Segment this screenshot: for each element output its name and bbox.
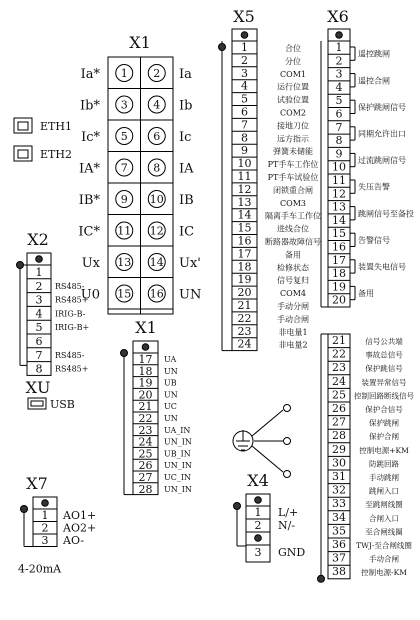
x1-bottom-terminal-label: UA — [164, 355, 177, 364]
x4-terminal-number: 3 — [254, 546, 262, 559]
x6-top-terminal-number: 12 — [332, 187, 346, 201]
x1-top-terminal-number: 9 — [120, 193, 128, 206]
ground-switch-icon-line — [252, 446, 283, 472]
x1-top-left-label: Ux — [81, 256, 100, 271]
x5-terminal-label: COM3 — [280, 198, 306, 208]
x5-terminal-label: PT手车试验位 — [267, 173, 319, 182]
x5-terminal-label: 分位 — [285, 56, 301, 66]
x6-bottom-terminal-label: 保护合闸 — [369, 432, 399, 442]
x1-top-terminal-number: 10 — [149, 193, 164, 206]
ground-switch-icon-contact — [284, 405, 291, 412]
x1-bottom-terminal-label: UN — [164, 390, 178, 400]
x7-terminal-number: 3 — [41, 534, 49, 547]
usb-block — [26, 378, 75, 411]
x1-bottom-terminal-number: 24 — [138, 435, 153, 449]
x1-top-terminal-number: 6 — [153, 130, 161, 143]
x1-top-right-label: UN — [179, 287, 202, 303]
x6-bottom-terminal-label: 手动跳闸 — [369, 473, 399, 482]
x5-terminal-number: 2 — [241, 53, 248, 67]
x6-top-terminal-number: 2 — [335, 54, 343, 68]
x1-bottom-screw — [142, 344, 149, 351]
x1-bottom-terminal-label: UN_IN — [164, 437, 192, 447]
x5-terminal-label: 断路器故障信号 — [265, 237, 321, 247]
x7-screw — [42, 500, 49, 507]
x1-bottom-terminal-number: 18 — [138, 364, 153, 378]
x1-top-left-label: IA* — [78, 161, 100, 177]
usb-port-icon-inner — [31, 401, 43, 406]
x6-bottom-terminal-number: 38 — [332, 565, 346, 579]
x5-terminal-number: 15 — [237, 221, 252, 235]
x5-terminal-number: 21 — [237, 299, 252, 312]
x5-block — [219, 7, 322, 351]
x2-terminal-number: 5 — [35, 321, 43, 335]
x1-top-right-label: Ib — [179, 98, 193, 114]
x6-pair-label: 遥控跳闸 — [358, 49, 390, 59]
ethernet-port-label: ETH1 — [40, 120, 72, 133]
x6-bottom-terminal-label: 保护跳信号 — [365, 364, 403, 374]
x6-top-terminal-number: 17 — [332, 253, 346, 267]
eth-ports — [14, 118, 72, 161]
x6-bottom-terminal-label: 合闸入口 — [369, 513, 399, 523]
x6-top-terminal-number: 3 — [335, 67, 343, 81]
x4-terminal-number: 2 — [254, 519, 262, 532]
x6-top-terminal-number: 16 — [332, 240, 346, 254]
x5-terminal-number: 1 — [241, 41, 248, 54]
x4-block — [234, 471, 306, 562]
x5-terminal-number: 3 — [241, 66, 248, 80]
x2-terminal-number: 4 — [35, 307, 43, 321]
x5-terminal-number: 19 — [237, 273, 252, 287]
x4-terminal-label: L/+ — [278, 506, 299, 519]
x5-terminal-number: 16 — [237, 234, 252, 248]
x5-terminal-number: 14 — [237, 208, 252, 222]
x6-bottom-terminal-number: 29 — [332, 442, 346, 456]
x1-bottom-terminal-label: UN — [164, 414, 178, 423]
x6-top-terminal-number: 18 — [332, 267, 346, 281]
x1-bottom-terminal-label: UN_IN — [164, 461, 192, 471]
x5-screw — [241, 32, 248, 39]
x5-terminal-label: 非电量2 — [278, 340, 308, 350]
x2-terminal-number: 6 — [35, 335, 43, 348]
x6-bottom-block — [318, 334, 415, 582]
x5-terminal-number: 17 — [237, 247, 252, 261]
x6-top-terminal-number: 14 — [332, 213, 346, 227]
x5-terminal-number: 23 — [237, 324, 252, 338]
x6-pair-label: 跳闸信号至备投 — [358, 209, 414, 219]
x1-top-terminal-number: 12 — [149, 224, 164, 238]
x4-screw — [255, 497, 262, 504]
usb-header: XU — [25, 378, 51, 397]
x2-screw — [36, 256, 43, 263]
x7-terminal-number: 2 — [41, 521, 49, 535]
x7-terminal-number: 1 — [41, 509, 49, 522]
x6-bottom-terminal-number: 37 — [332, 551, 346, 565]
x1-bottom-terminal-label: UN_IN — [164, 484, 192, 494]
x2-terminal-label: RS485- — [55, 281, 85, 291]
x6-bottom-terminal-number: 34 — [332, 510, 346, 524]
x6-top-terminal-number: 7 — [335, 120, 343, 134]
x1-top-terminal-number: 16 — [149, 287, 164, 301]
x6-bottom-terminal-label: 保护跳闸 — [369, 418, 399, 428]
x6-bottom-terminal-label: 事故总信号 — [365, 350, 403, 360]
x1-top-terminal-number: 7 — [120, 161, 128, 175]
x4-terminal-label: GND — [278, 546, 306, 559]
x1-bottom-terminal-number: 22 — [138, 412, 153, 425]
x5-terminal-label: COM4 — [280, 289, 306, 299]
x1-top-right-label: Ic — [179, 130, 192, 145]
x5-terminal-label: 非电量1 — [278, 327, 308, 337]
x2-terminal-number: 3 — [35, 293, 43, 307]
x6-bottom-terminal-number: 21 — [332, 334, 346, 347]
x2-terminal-number: 7 — [35, 348, 43, 362]
x6-pair-label: 过流跳闸信号 — [358, 156, 406, 166]
x6-bottom-terminal-number: 32 — [332, 483, 346, 497]
x6-bottom-terminal-number: 30 — [332, 456, 346, 470]
x2-terminal-number: 2 — [35, 279, 43, 293]
x1-top-terminal-number: 3 — [120, 98, 128, 112]
x1-top-left-label: Ia* — [80, 67, 100, 82]
x1-top-block — [78, 33, 201, 314]
x7-terminal-label: AO2+ — [63, 521, 97, 535]
x1-bottom-terminal-number: 17 — [138, 353, 153, 366]
x5-header: X5 — [233, 7, 255, 26]
x6-bottom-terminal-number: 31 — [332, 470, 346, 483]
x6-top-terminal-number: 20 — [332, 293, 346, 307]
x1-bottom-terminal-number: 20 — [138, 388, 153, 402]
x5-terminal-label: 进线合位 — [277, 224, 309, 234]
ethernet-port-icon — [14, 118, 32, 133]
x6-bottom-terminal-label: 跳闸入口 — [369, 486, 399, 496]
x6-bottom-terminal-number: 35 — [332, 524, 346, 538]
x1-top-right-label: Ia — [179, 67, 192, 82]
x1-top-left-label: IC* — [78, 224, 100, 240]
ground-switch-icon-contact — [284, 471, 291, 478]
x1-top-left-label: U0 — [80, 287, 100, 303]
x1-top-right-label: Ux' — [179, 256, 201, 271]
ethernet-port-icon-inner — [18, 150, 28, 158]
x2-terminal-label: RS485- — [55, 350, 85, 360]
x6-top-terminal-number: 9 — [335, 147, 343, 161]
x5-terminal-label: COM1 — [280, 69, 306, 79]
x5-terminal-label: PT手车工作位 — [267, 160, 319, 170]
x4-cap — [234, 503, 241, 510]
x2-terminal-number: 8 — [35, 362, 43, 376]
x5-terminal-label: 信号复归 — [277, 276, 309, 286]
x5-terminal-label: 接地刀位 — [277, 121, 309, 131]
x1-bottom-terminal-number: 28 — [138, 482, 153, 496]
x5-terminal-number: 8 — [241, 131, 248, 145]
x6-top-terminal-number: 15 — [332, 227, 346, 241]
x6-bottom-terminal-label: 至跳闸线圈 — [365, 500, 403, 510]
x6-bottom-terminal-number: 28 — [332, 429, 346, 443]
x1-bottom-terminal-number: 23 — [138, 423, 153, 437]
x6-top-block — [321, 7, 414, 307]
x5-terminal-number: 18 — [237, 260, 252, 274]
x5-terminal-number: 11 — [237, 170, 252, 183]
x1-top-terminal-number: 1 — [120, 67, 128, 80]
x7-footer: 4-20mA — [18, 562, 62, 576]
x6-top-terminal-number: 10 — [332, 160, 346, 174]
x6-bottom-terminal-number: 25 — [332, 388, 346, 402]
x1-bottom-terminal-number: 25 — [138, 447, 153, 461]
x6-bottom-terminal-label: 至合闸线圈 — [365, 527, 403, 537]
x5-cap — [219, 44, 226, 51]
x6-top-terminal-number: 1 — [335, 41, 343, 54]
x6-pair-label: 失压告警 — [358, 182, 390, 192]
x1-bottom-terminal-number: 26 — [138, 459, 153, 473]
ground-switch-icon-line — [252, 410, 283, 436]
x1-bottom-header: X1 — [135, 318, 157, 337]
x2-terminal-label: RS485+ — [55, 364, 89, 374]
x6-top-terminal-number: 19 — [332, 280, 346, 294]
x5-terminal-label: 弹簧未储能 — [273, 147, 313, 157]
x1-top-terminal-number: 8 — [153, 161, 161, 175]
x7-header: X7 — [26, 474, 48, 493]
x6-bottom-terminal-label: 保护合信号 — [365, 405, 403, 414]
x1-bottom-terminal-number: 27 — [138, 471, 153, 484]
x1-bottom-terminal-label: UN — [164, 366, 178, 376]
x6-bottom-terminal-label: 防跳回路 — [369, 459, 399, 469]
x6-bottom-terminal-number: 24 — [332, 374, 346, 388]
x1-top-terminal-number: 13 — [117, 256, 132, 269]
x6-header: X6 — [327, 7, 349, 26]
usb-label: USB — [50, 398, 75, 411]
x6-bottom-terminal-label: 控制电源+KM — [359, 445, 409, 455]
x1-top-right-label: IB — [179, 193, 194, 208]
x6-top-terminal-number: 8 — [335, 134, 343, 148]
x2-terminal-number: 1 — [35, 266, 43, 279]
x6-pair-label: 告警信号 — [358, 235, 390, 245]
x1-top-terminal-number: 14 — [149, 256, 164, 269]
x1-top-left-label: IB* — [78, 193, 100, 208]
x6-top-terminal-number: 6 — [335, 107, 343, 121]
x5-terminal-number: 10 — [237, 157, 252, 171]
x5-terminal-label: 闭锁重合闸 — [273, 185, 313, 195]
x1-bottom-terminal-label: UA_IN — [164, 425, 191, 435]
x4-header: X4 — [247, 471, 269, 490]
x5-terminal-label: 合位 — [285, 44, 301, 53]
x1-bottom-terminal-label: UB — [164, 378, 177, 388]
x6-bottom-terminal-label: 控制回路断线信号 — [354, 391, 414, 401]
x1-top-header: X1 — [129, 33, 151, 52]
ethernet-port-icon — [14, 146, 32, 161]
x7-cap — [21, 506, 28, 513]
x5-terminal-number: 13 — [237, 195, 252, 209]
x1-top-left-label: Ic* — [81, 130, 100, 145]
x6-bottom-terminal-number: 22 — [332, 347, 346, 361]
x6-bottom-terminal-number: 27 — [332, 415, 346, 429]
x6-top-terminal-number: 13 — [332, 200, 346, 214]
x5-terminal-number: 7 — [241, 118, 248, 132]
x4-screw — [255, 535, 262, 542]
x6-pair-label: 遥控合闸 — [358, 76, 390, 86]
x1-top-terminal-number: 2 — [153, 67, 161, 80]
x5-terminal-label: 隔离手车工作位 — [265, 211, 321, 221]
x6-top-terminal-number: 4 — [335, 80, 343, 94]
x1-top-left-label: Ib* — [80, 98, 100, 114]
x4-terminal-number: 1 — [254, 506, 262, 519]
x5-terminal-label: 检修状态 — [277, 263, 309, 273]
x1-bottom-cap — [121, 350, 128, 357]
x6-bottom-terminal-label: TWJ-至合闸线圈 — [356, 541, 412, 550]
ethernet-port-label: ETH2 — [40, 148, 72, 161]
x6-pair-label: 装置失电信号 — [358, 262, 406, 272]
x2-terminal-label: IRIG-B- — [55, 309, 86, 319]
x2-block — [17, 230, 90, 376]
x5-terminal-number: 20 — [237, 286, 252, 300]
x1-bottom-terminal-label: UC — [164, 402, 177, 412]
x5-terminal-number: 9 — [241, 144, 248, 158]
ground-switch-icon-contact — [284, 438, 291, 445]
x5-terminal-label: 手动分闸 — [277, 302, 309, 311]
x7-block — [18, 474, 96, 576]
x1-top-right-label: IC — [179, 224, 195, 240]
x5-terminal-label: 试验位置 — [277, 95, 309, 105]
x2-header: X2 — [27, 230, 49, 249]
x5-terminal-label: 远方指示 — [277, 134, 309, 144]
x5-terminal-number: 5 — [241, 92, 248, 106]
x6-bottom-cap — [318, 575, 325, 582]
x1-bottom-terminal-label: UC_IN — [164, 473, 192, 482]
x6-bottom-terminal-label: 手动合闸 — [369, 554, 399, 564]
x6-bottom-terminal-label: 装置异常信号 — [361, 377, 407, 387]
x6-bottom-terminal-number: 36 — [332, 538, 346, 551]
x2-terminal-label: RS485+ — [55, 295, 89, 305]
x1-bottom-terminal-label: UB_IN — [164, 449, 191, 459]
x6-bottom-terminal-label: 控制电源-KM — [361, 568, 407, 578]
x5-terminal-number: 12 — [237, 182, 252, 196]
x5-terminal-number: 4 — [241, 79, 248, 93]
x6-bottom-terminal-number: 26 — [332, 402, 346, 415]
x2-cap — [17, 262, 24, 269]
x1-top-terminal-number: 15 — [117, 287, 132, 301]
x5-terminal-label: 运行位置 — [277, 82, 309, 92]
x1-top-right-label: IA — [179, 161, 194, 177]
x5-terminal-number: 22 — [237, 311, 252, 325]
ethernet-port-icon-inner — [18, 122, 28, 130]
x7-terminal-label: AO- — [63, 534, 85, 547]
x5-terminal-number: 6 — [241, 105, 248, 119]
x2-terminal-label: IRIG-B+ — [55, 323, 90, 333]
x6-bottom-terminal-number: 23 — [332, 361, 346, 375]
x1-top-terminal-number: 4 — [153, 98, 161, 112]
x1-bottom-block — [121, 318, 192, 496]
x6-bottom-terminal-number: 33 — [332, 497, 346, 511]
x1-bottom-terminal-number: 21 — [138, 400, 153, 414]
x6-top-terminal-number: 5 — [335, 94, 343, 108]
x6-pair-label: 备用 — [358, 289, 374, 299]
x6-pair-label: 同期允许出口 — [358, 129, 406, 139]
x1-bottom-terminal-number: 19 — [138, 376, 153, 390]
x5-terminal-label: 手动合闸 — [277, 314, 309, 324]
x5-terminal-label: 备用 — [285, 250, 301, 260]
x6-pair-label: 保护跳闸信号 — [358, 102, 406, 112]
x1-top-terminal-number: 11 — [117, 224, 132, 238]
ground-switch-icon — [233, 405, 291, 478]
x1-top-terminal-number: 5 — [120, 130, 128, 143]
x5-terminal-label: COM2 — [280, 108, 306, 118]
x4-terminal-label: N/- — [278, 519, 296, 532]
x6-top-screw — [336, 32, 343, 39]
x6-bottom-terminal-label: 信号公共端 — [365, 337, 403, 346]
x5-terminal-number: 24 — [237, 337, 252, 351]
x7-terminal-label: AO1+ — [63, 509, 97, 522]
x6-top-terminal-number: 11 — [332, 174, 346, 187]
